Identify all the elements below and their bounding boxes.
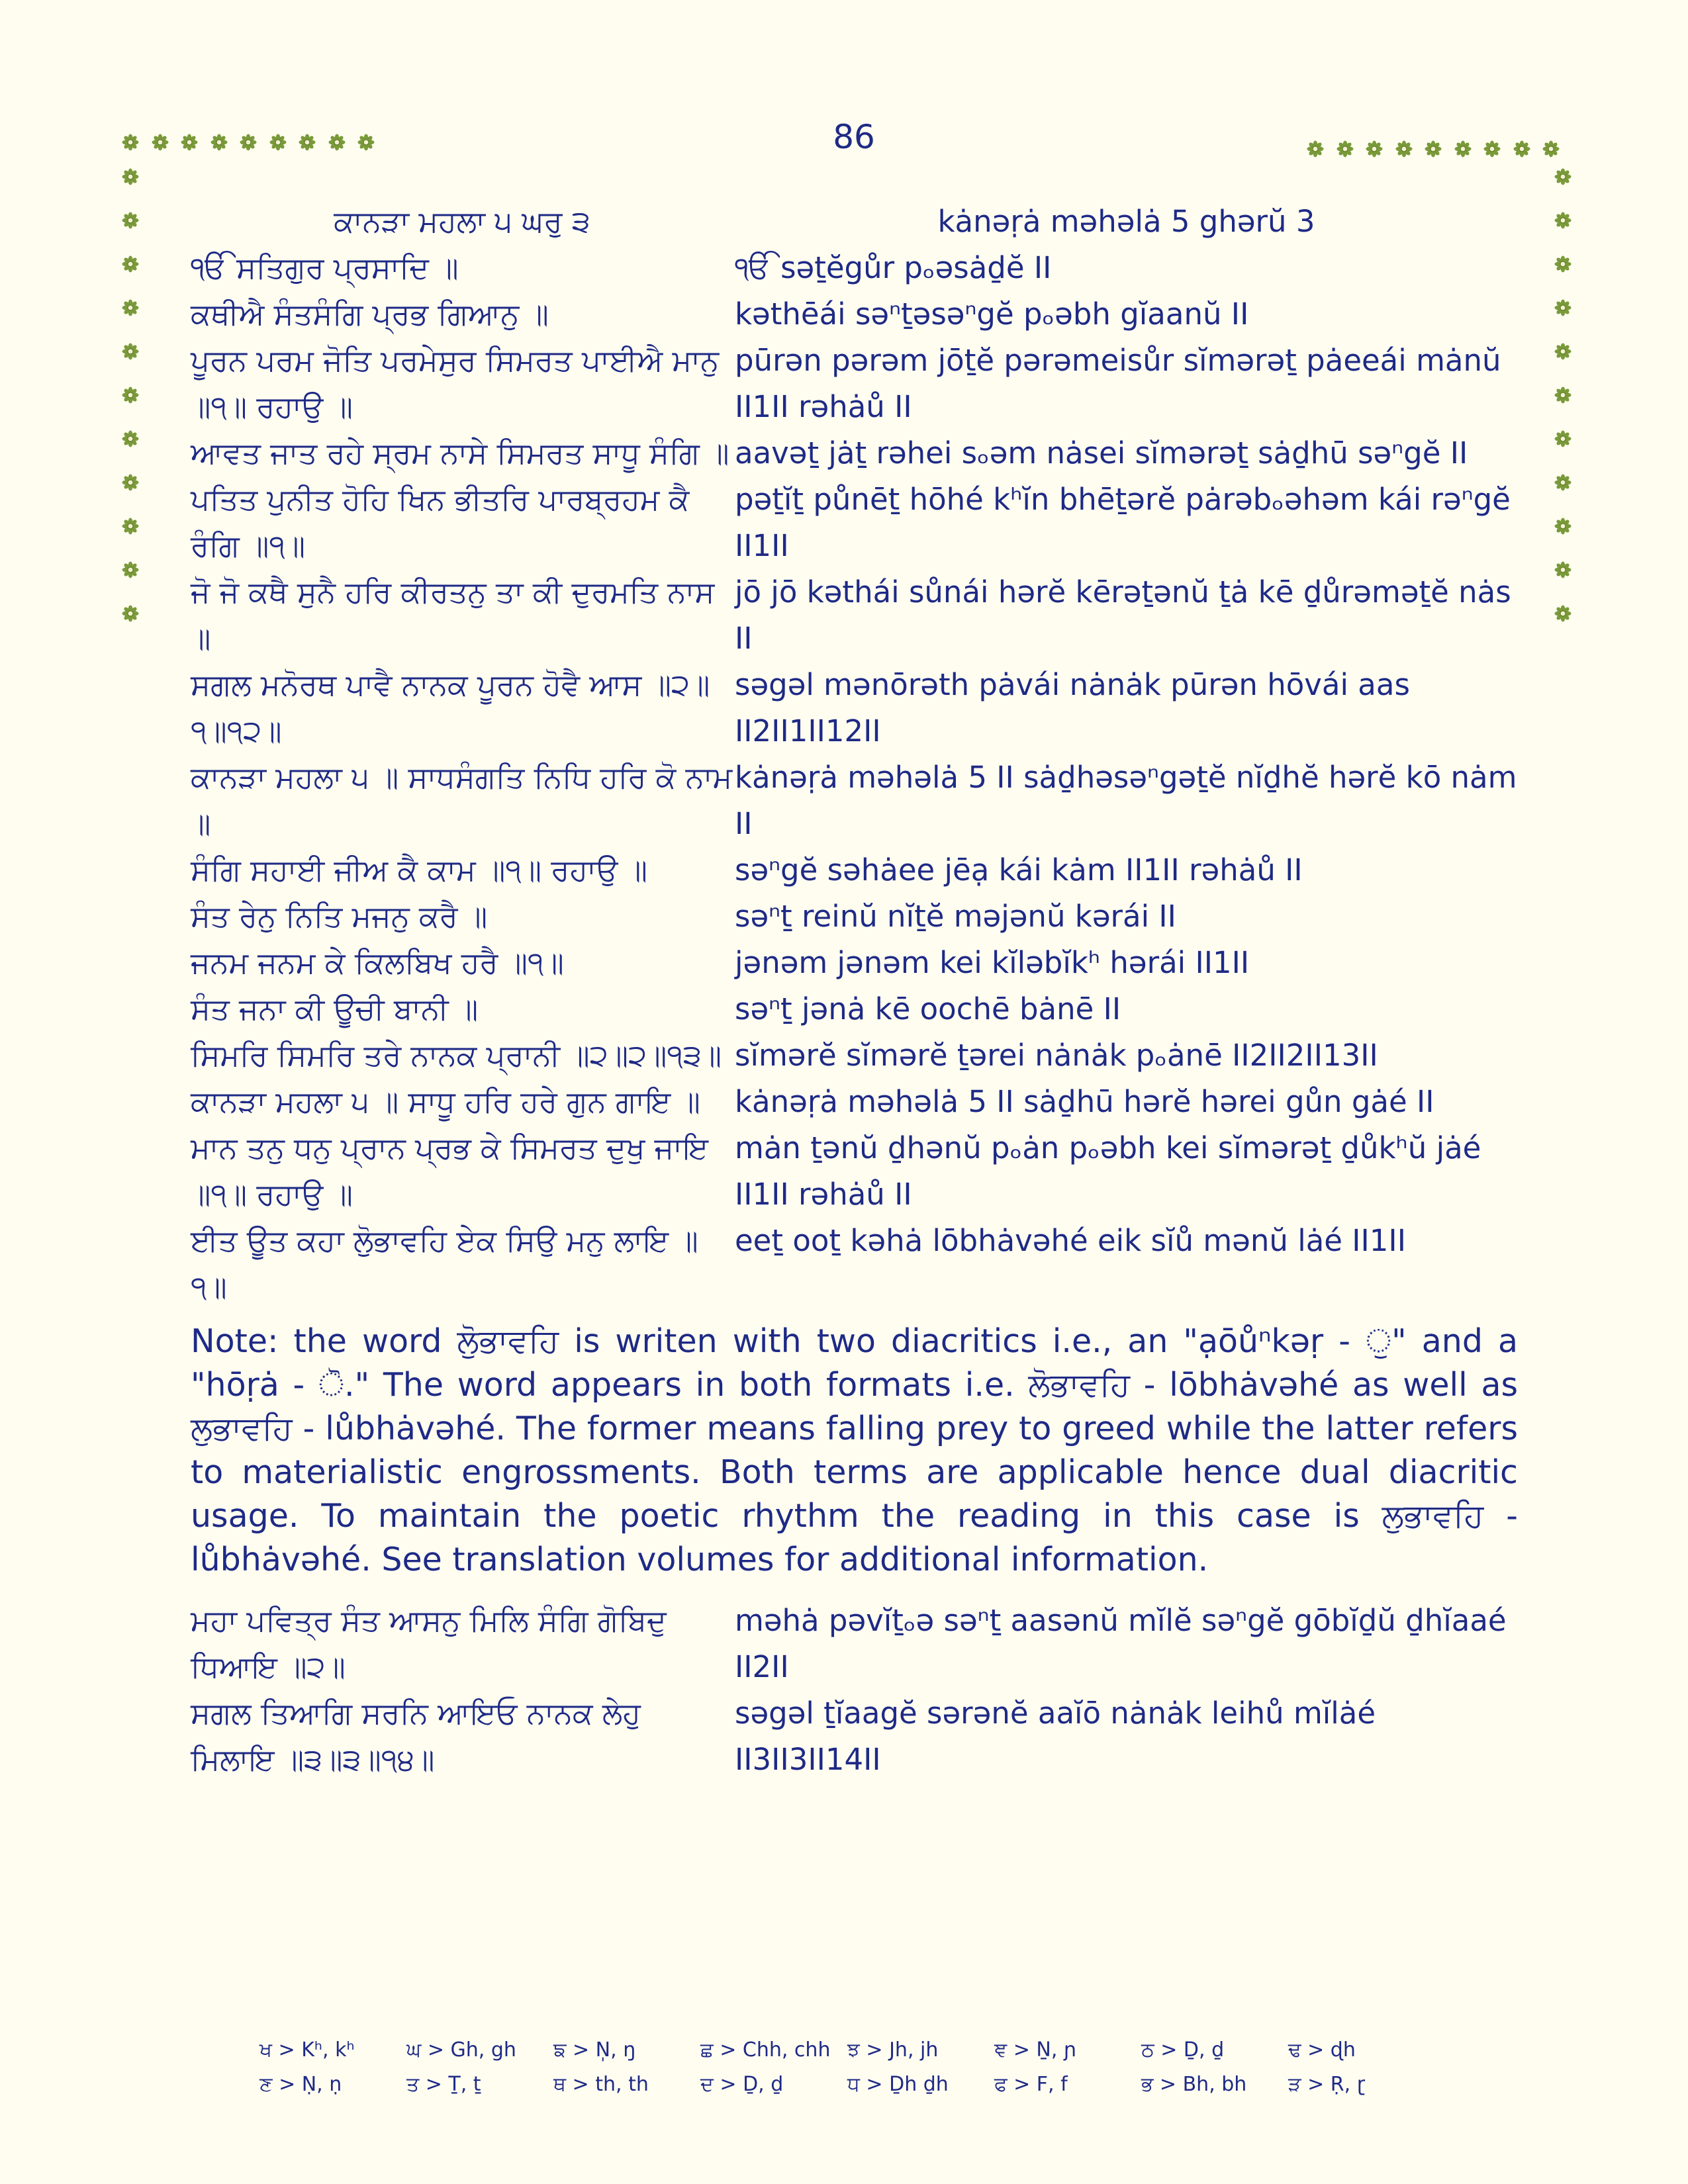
verse-row — [191, 1125, 1518, 1218]
flower-icon — [1366, 140, 1383, 158]
flower-icon — [122, 518, 139, 535]
flower-icon — [211, 134, 228, 151]
flower-icon — [122, 134, 139, 151]
verse-transliteration: səⁿṯ jənȧ kē oochē bȧnē II — [735, 991, 1121, 1026]
verse-transliteration: pūrən pərəm jōṯĕ pərəmeisůr sĭmərəṯ pȧeeái mȧnŭ II1II rəhȧů II — [735, 343, 1501, 424]
verse-gurmukhi: ਜੋ ਜੋ ਕਥੈ ਸੁਨੈ ਹਰਿ ਕੀਰਤਨੁ ਤਾ ਕੀ ਦੁਰਮਤਿ ਨਾਸ ॥ — [191, 574, 715, 656]
verse-gurmukhi: ਮਾਨ ਤਨੁ ਧਨੁ ਪ੍ਰਾਨ ਪ੍ਰਭ ਕੇ ਸਿਮਰਤ ਦੁਖੁ ਜਾਇ ॥੧॥ ਰਹਾਉ ॥ — [191, 1130, 709, 1212]
verse-row — [191, 1690, 1518, 1783]
verse-gurmukhi: ੴ ਸਤਿਗੁਰ ਪ੍ਰਸਾਦਿ ॥ — [191, 250, 459, 285]
legend-item: ਛ > Chh, chh — [700, 2038, 831, 2062]
legend-item: ਦ > Ḏ, ḏ — [700, 2073, 784, 2096]
flower-icon — [1554, 605, 1571, 622]
flower-icon — [122, 605, 139, 622]
flower-icon — [1554, 474, 1571, 491]
verse-row — [191, 1079, 1518, 1125]
verse-row — [191, 893, 1518, 940]
verse-transliteration: pəṯĭṯ půnēṯ hōhé kʰĭn bhēṯərĕ pȧrəbₒəhəm kái rəⁿgĕ II1II — [735, 482, 1511, 563]
verse-transliteration: məhȧ pəvĭṯₒə səⁿṯ aasənŭ mĭlĕ səⁿgĕ gōbĭḏŭ ḏhĭaaé II2II — [735, 1603, 1507, 1684]
verse-transliteration: aavəṯ jȧṯ rəhei sₒəm nȧsei sĭmərəṯ sȧḏhū səⁿgĕ II — [735, 435, 1468, 471]
verse-gurmukhi: ਸੰਤ ਜਨਾ ਕੀ ਊਚੀ ਬਾਨੀ ॥ — [191, 991, 479, 1026]
flower-icon — [122, 168, 139, 185]
flower-icon — [1554, 430, 1571, 447]
legend-item: ਘ > Gh, gh — [406, 2038, 516, 2062]
verse-transliteration: eeṯ ooṯ kəhȧ lōbhȧvəhé eik sĭů mənŭ lȧé II1II — [735, 1223, 1406, 1258]
verse-transliteration: səⁿṯ reinŭ nĭṯĕ məjənŭ kərái II — [735, 899, 1176, 934]
flower-icon — [1307, 140, 1324, 158]
verse-gurmukhi: ਮਹਾ ਪਵਿਤ੍ਰ ਸੰਤ ਆਸਨੁ ਮਿਲਿ ਸੰਗਿ ਗੋਬਿਦੁ ਧਿਆਇ ॥੨॥ — [191, 1603, 667, 1684]
flower-icon — [1554, 168, 1571, 185]
flower-icon — [240, 134, 257, 151]
flower-icon — [1336, 140, 1354, 158]
legend-item: ਭ > Bh, bh — [1141, 2073, 1247, 2096]
legend-item: ਧ > Ḏh ḏh — [847, 2073, 949, 2096]
flower-icon — [357, 134, 375, 151]
transliteration-legend — [259, 2038, 1517, 2107]
flower-icon — [152, 134, 169, 151]
flower-icon — [1454, 140, 1472, 158]
flower-icon — [299, 134, 316, 151]
legend-item: ਤ > Ṯ, ṯ — [406, 2073, 481, 2096]
verse-row — [191, 338, 1518, 430]
flower-icon — [1554, 387, 1571, 404]
verse-gurmukhi: ਕਾਨੜਾ ਮਹਲਾ ੫ ॥ ਸਾਧਸੰਗਤਿ ਨਿਧਿ ਹਰਿ ਕੋ ਨਾਮ ॥ — [191, 760, 733, 841]
verses-after-note — [191, 1598, 1518, 1783]
verse-transliteration: səⁿgĕ səhȧee jēạ kái kȧm II1II rəhȧů II — [735, 852, 1303, 887]
verse-gurmukhi: ਸੰਤ ਰੇਨੁ ਨਿਤਿ ਮਜਨੁ ਕਰੈ ॥ — [191, 899, 488, 934]
verse-gurmukhi: ਸਗਲ ਮਨੋਰਥ ਪਾਵੈ ਨਾਨਕ ਪੂਰਨ ਹੋਵੈ ਆਸ ॥੨॥੧॥੧੨॥ — [191, 667, 710, 749]
flower-icon — [181, 134, 198, 151]
verse-gurmukhi: ਸਿਮਰਿ ਸਿਮਰਿ ਤਰੇ ਨਾਨਕ ਪ੍ਰਾਨੀ ॥੨॥੨॥੧੩॥ — [191, 1038, 722, 1073]
legend-item: ਥ > th, th — [553, 2073, 649, 2096]
verse-row — [191, 1598, 1518, 1690]
legend-item: ਠ > Ḏ, ḏ — [1141, 2038, 1225, 2062]
verse-row — [191, 1218, 1518, 1310]
verse-row — [191, 569, 1518, 662]
verse-transliteration: kȧnəṛȧ məhəlȧ 5 II sȧḏhū hərĕ hərei gůn gȧé II — [735, 1084, 1434, 1119]
flower-icon — [122, 474, 139, 491]
verse-row — [191, 245, 1518, 291]
note-paragraph: Note: the word ਲੋੁਭਾਵਹਿ is writen with two diacritics i.e., an "ạōůⁿkəṛ - ੁ" and a "hōṛȧ - ੋ." The word appears in both formats i.e. ਲੋਭਾਵਹਿ - lōbhȧvəhé as well as ਲੁਭਾਵਹਿ - lůbhȧvəhé. The former means falling prey to greed while the latter refers to materialistic engrossments. Both terms are applicable hence dual diacritic usage. To maintain the poetic rhythm the reading in this case is ਲੁਭਾਵਹਿ - lůbhȧvəhé. See translation volumes for additional information. — [191, 1322, 1518, 1578]
flower-icon — [1513, 140, 1530, 158]
flower-icon — [1542, 140, 1560, 158]
verse-gurmukhi: ਸਗਲ ਤਿਆਗਿ ਸਰਨਿ ਆਇਓ ਨਾਨਕ ਲੇਹੁ ਮਿਲਾਇ ॥੩॥੩॥੧੪॥ — [191, 1696, 641, 1777]
flower-icon — [122, 212, 139, 229]
verse-row — [191, 940, 1518, 986]
verse-row — [191, 291, 1518, 338]
flower-border-left — [122, 168, 139, 649]
legend-item: ਖ > Kʰ, kʰ — [259, 2038, 355, 2062]
verse-gurmukhi: ਜਨਮ ਜਨਮ ਕੇ ਕਿਲਬਿਖ ਹਰੈ ॥੧॥ — [191, 945, 564, 980]
verse-transliteration: sĭmərĕ sĭmərĕ ṯərei nȧnȧk pₒȧnē II2II2II13II — [735, 1038, 1378, 1073]
verse-gurmukhi: ਪੂਰਨ ਪਰਮ ਜੋਤਿ ਪਰਮੇਸੁਰ ਸਿਮਰਤ ਪਾਈਐ ਮਾਨੁ ॥੧॥ ਰਹਾਉ ॥ — [191, 343, 720, 424]
flower-icon — [122, 343, 139, 360]
verse-transliteration: səgəl mənōrəth pȧvái nȧnȧk pūrən hōvái aas II2II1II12II — [735, 667, 1410, 749]
heading-row — [191, 199, 1518, 245]
legend-item: ਢ > ɖh — [1288, 2038, 1356, 2062]
flower-icon — [1554, 561, 1571, 578]
flower-icon — [122, 561, 139, 578]
flower-icon — [122, 430, 139, 447]
verse-row — [191, 986, 1518, 1032]
verse-transliteration: jənəm jənəm kei kĭləbĭkʰ hərái II1II — [735, 945, 1250, 980]
verse-gurmukhi: ਪਤਿਤ ਪੁਨੀਤ ਹੋਹਿ ਖਿਨ ਭੀਤਰਿ ਪਾਰਬ੍ਰਹਮ ਕੈ ਰੰਗਿ ॥੧॥ — [191, 482, 690, 563]
legend-item: ਙ > N̩, ŋ — [553, 2038, 636, 2062]
legend-item: ਣ > Ṇ, ṇ — [259, 2073, 342, 2096]
verse-gurmukhi: ਕਾਨੜਾ ਮਹਲਾ ੫ ॥ ਸਾਧੂ ਹਰਿ ਹਰੇ ਗੁਨ ਗਾਇ ॥ — [191, 1084, 700, 1119]
flower-border-top-left — [122, 134, 387, 154]
flower-icon — [269, 134, 287, 151]
verse-row — [191, 754, 1518, 847]
flower-icon — [1554, 299, 1571, 316]
legend-row — [259, 2038, 1517, 2073]
verse-transliteration: jō jō kəthái sůnái hərĕ kērəṯənŭ ṯȧ kē ḏůrəməṯĕ nȧs II — [735, 574, 1511, 656]
verse-transliteration: mȧn ṯənŭ ḏhənŭ pₒȧn pₒəbh kei sĭmərəṯ ḏůkʰŭ jȧé II1II rəhȧů II — [735, 1130, 1481, 1212]
flower-icon — [122, 255, 139, 273]
verse-gurmukhi: ਕਥੀਐ ਸੰਤਸੰਗਿ ਪ੍ਰਭ ਗਿਆਨੁ ॥ — [191, 296, 549, 332]
heading-gurmukhi: ਕਾਨੜਾ ਮਹਲਾ ੫ ਘਰੁ ੩ — [334, 204, 590, 239]
flower-border-right — [1554, 168, 1571, 649]
flower-icon — [122, 299, 139, 316]
flower-icon — [1554, 212, 1571, 229]
legend-item: ੜ > Ṛ, ɽ — [1288, 2073, 1366, 2096]
verse-table — [191, 199, 1518, 1783]
legend-item: ਞ > Ṉ, ɲ — [994, 2038, 1077, 2062]
verse-row — [191, 847, 1518, 893]
page-number: 86 — [833, 118, 875, 156]
verse-transliteration: kəthēái səⁿṯəsəⁿgĕ pₒəbh gĭaanŭ II — [735, 296, 1249, 332]
legend-row — [259, 2073, 1517, 2107]
verse-transliteration: kȧnəṛȧ məhəlȧ 5 II sȧḏhəsəⁿgəṯĕ nĭḏhĕ hərĕ kō nȧm II — [735, 760, 1517, 841]
verse-gurmukhi: ਸੰਗਿ ਸਹਾਈ ਜੀਅ ਕੈ ਕਾਮ ॥੧॥ ਰਹਾਉ ॥ — [191, 852, 647, 887]
verse-transliteration: səgəl ṯĭaagĕ sərənĕ aaĭō nȧnȧk leihů mĭlȧé II3II3II14II — [735, 1696, 1376, 1777]
flower-icon — [1425, 140, 1442, 158]
flower-icon — [122, 387, 139, 404]
flower-icon — [328, 134, 346, 151]
legend-item: ਝ > Jh, jh — [847, 2038, 939, 2062]
verse-gurmukhi: ਈਤ ਊਤ ਕਹਾ ਲੋੁਭਾਵਹਿ ਏਕ ਸਿਉ ਮਨੁ ਲਾਇ ॥੧॥ — [191, 1223, 698, 1304]
flower-icon — [1554, 518, 1571, 535]
verse-row — [191, 477, 1518, 569]
flower-border-top-right — [1307, 140, 1572, 160]
flower-icon — [1554, 255, 1571, 273]
flower-icon — [1395, 140, 1413, 158]
flower-icon — [1554, 343, 1571, 360]
heading-transliteration: kȧnəṛȧ məhəlȧ 5 ghərŭ 3 — [937, 204, 1315, 239]
flower-icon — [1483, 140, 1501, 158]
verse-row — [191, 1032, 1518, 1079]
verse-transliteration: ੴ səṯĕgůr pₒəsȧḏĕ II — [735, 250, 1052, 285]
verse-row — [191, 662, 1518, 754]
legend-item: ਫ > F, f — [994, 2073, 1068, 2096]
verse-row — [191, 430, 1518, 477]
verse-gurmukhi: ਆਵਤ ਜਾਤ ਰਹੇ ਸ੍ਰਮ ਨਾਸੇ ਸਿਮਰਤ ਸਾਧੂ ਸੰਗਿ ॥ — [191, 435, 729, 471]
verses — [191, 245, 1518, 1310]
